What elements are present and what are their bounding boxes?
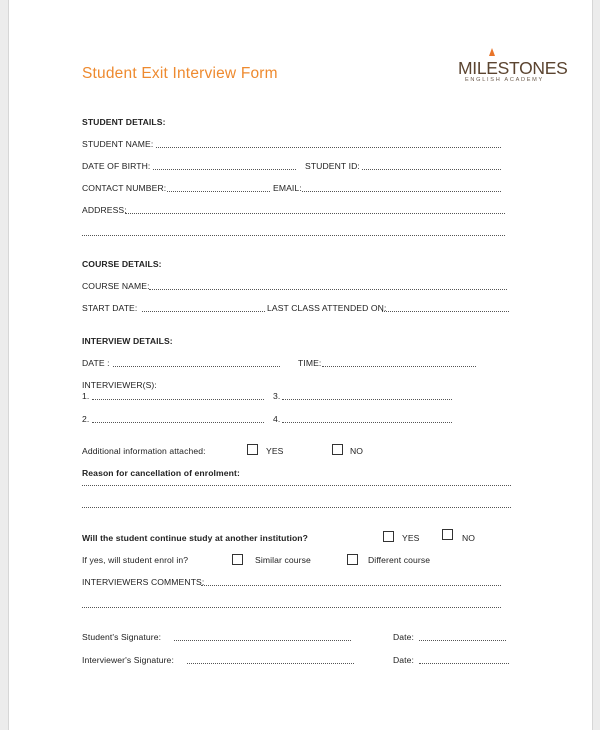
- address-field-line-2[interactable]: [82, 235, 505, 236]
- additional-no-label: NO: [350, 446, 364, 456]
- reason-field-line-2[interactable]: [82, 507, 511, 508]
- similar-course-checkbox[interactable]: [232, 554, 243, 565]
- student-name-label: STUDENT NAME:: [82, 139, 154, 149]
- email-field[interactable]: [302, 191, 501, 192]
- continue-no-checkbox[interactable]: [442, 529, 453, 540]
- student-id-field[interactable]: [362, 169, 501, 170]
- different-course-label: Different course: [368, 555, 431, 565]
- interviewer-signature-field[interactable]: [187, 663, 354, 664]
- contact-number-field[interactable]: [167, 191, 270, 192]
- student-signature-date-field[interactable]: [419, 640, 506, 641]
- interviewer-1-field[interactable]: [92, 399, 264, 400]
- interviewer-signature-date-field[interactable]: [419, 663, 509, 664]
- interview-date-field[interactable]: [113, 366, 280, 367]
- interviewer-2-number: 2.: [82, 414, 90, 424]
- student-name-field[interactable]: [156, 147, 501, 148]
- course-name-label: COURSE NAME:: [82, 281, 150, 291]
- interview-time-label: TIME:: [298, 358, 322, 368]
- similar-course-label: Similar course: [255, 555, 311, 565]
- course-details-heading: COURSE DETAILS:: [82, 259, 162, 269]
- student-id-label: STUDENT ID:: [305, 161, 360, 171]
- contact-number-label: CONTACT NUMBER:: [82, 183, 167, 193]
- interviewer-signature-date-label: Date:: [393, 655, 415, 665]
- continue-yes-label: YES: [402, 533, 420, 543]
- interviewers-label: INTERVIEWER(S):: [82, 380, 157, 390]
- logo-text: MILESTONES: [458, 58, 568, 78]
- continue-no-label: NO: [462, 533, 476, 543]
- interviewer-4-number: 4.: [273, 414, 281, 424]
- logo-subtext: ENGLISH ACADEMY: [465, 77, 544, 83]
- address-label: ADDRESS:: [82, 205, 127, 215]
- student-signature-field[interactable]: [174, 640, 351, 641]
- milestones-logo: [458, 50, 568, 88]
- different-course-checkbox[interactable]: [347, 554, 358, 565]
- additional-info-label: Additional information attached:: [82, 446, 206, 456]
- interview-details-heading: INTERVIEW DETAILS:: [82, 336, 173, 346]
- logo-flame-icon: [488, 48, 496, 57]
- continue-yes-checkbox[interactable]: [383, 531, 394, 542]
- additional-no-checkbox[interactable]: [332, 444, 343, 455]
- last-class-field[interactable]: [382, 311, 509, 312]
- reason-field-line-1[interactable]: [82, 485, 511, 486]
- continue-study-label: Will the student continue study at another institution?: [82, 533, 308, 543]
- interviewer-1-number: 1.: [82, 391, 90, 401]
- student-details-heading: STUDENT DETAILS:: [82, 117, 166, 127]
- email-label: EMAIL:: [273, 183, 302, 193]
- comments-field-line-1[interactable]: [201, 585, 501, 586]
- start-date-label: START DATE:: [82, 303, 138, 313]
- date-of-birth-field[interactable]: [153, 169, 296, 170]
- interviewers-comments-label: INTERVIEWERS COMMENTS:: [82, 577, 205, 587]
- start-date-field[interactable]: [142, 311, 265, 312]
- interviewer-3-field[interactable]: [282, 399, 452, 400]
- interview-time-field[interactable]: [322, 366, 476, 367]
- additional-yes-checkbox[interactable]: [247, 444, 258, 455]
- student-signature-label: Student's Signature:: [82, 632, 162, 642]
- form-page: [8, 0, 593, 730]
- last-class-label: LAST CLASS ATTENDED ON:: [267, 303, 387, 313]
- interviewer-2-field[interactable]: [92, 422, 264, 423]
- student-signature-date-label: Date:: [393, 632, 415, 642]
- interviewer-3-number: 3.: [273, 391, 281, 401]
- reason-cancellation-label: Reason for cancellation of enrolment:: [82, 468, 240, 478]
- interviewer-4-field[interactable]: [282, 422, 452, 423]
- interview-date-label: DATE :: [82, 358, 110, 368]
- enrol-in-label: If yes, will student enrol in?: [82, 555, 189, 565]
- interviewer-signature-label: Interviewer's Signature:: [82, 655, 174, 665]
- address-field[interactable]: [125, 213, 505, 214]
- comments-field-line-2[interactable]: [82, 607, 501, 608]
- additional-yes-label: YES: [266, 446, 284, 456]
- date-of-birth-label: DATE OF BIRTH:: [82, 161, 151, 171]
- course-name-field[interactable]: [149, 289, 507, 290]
- form-title: Student Exit Interview Form: [82, 65, 278, 82]
